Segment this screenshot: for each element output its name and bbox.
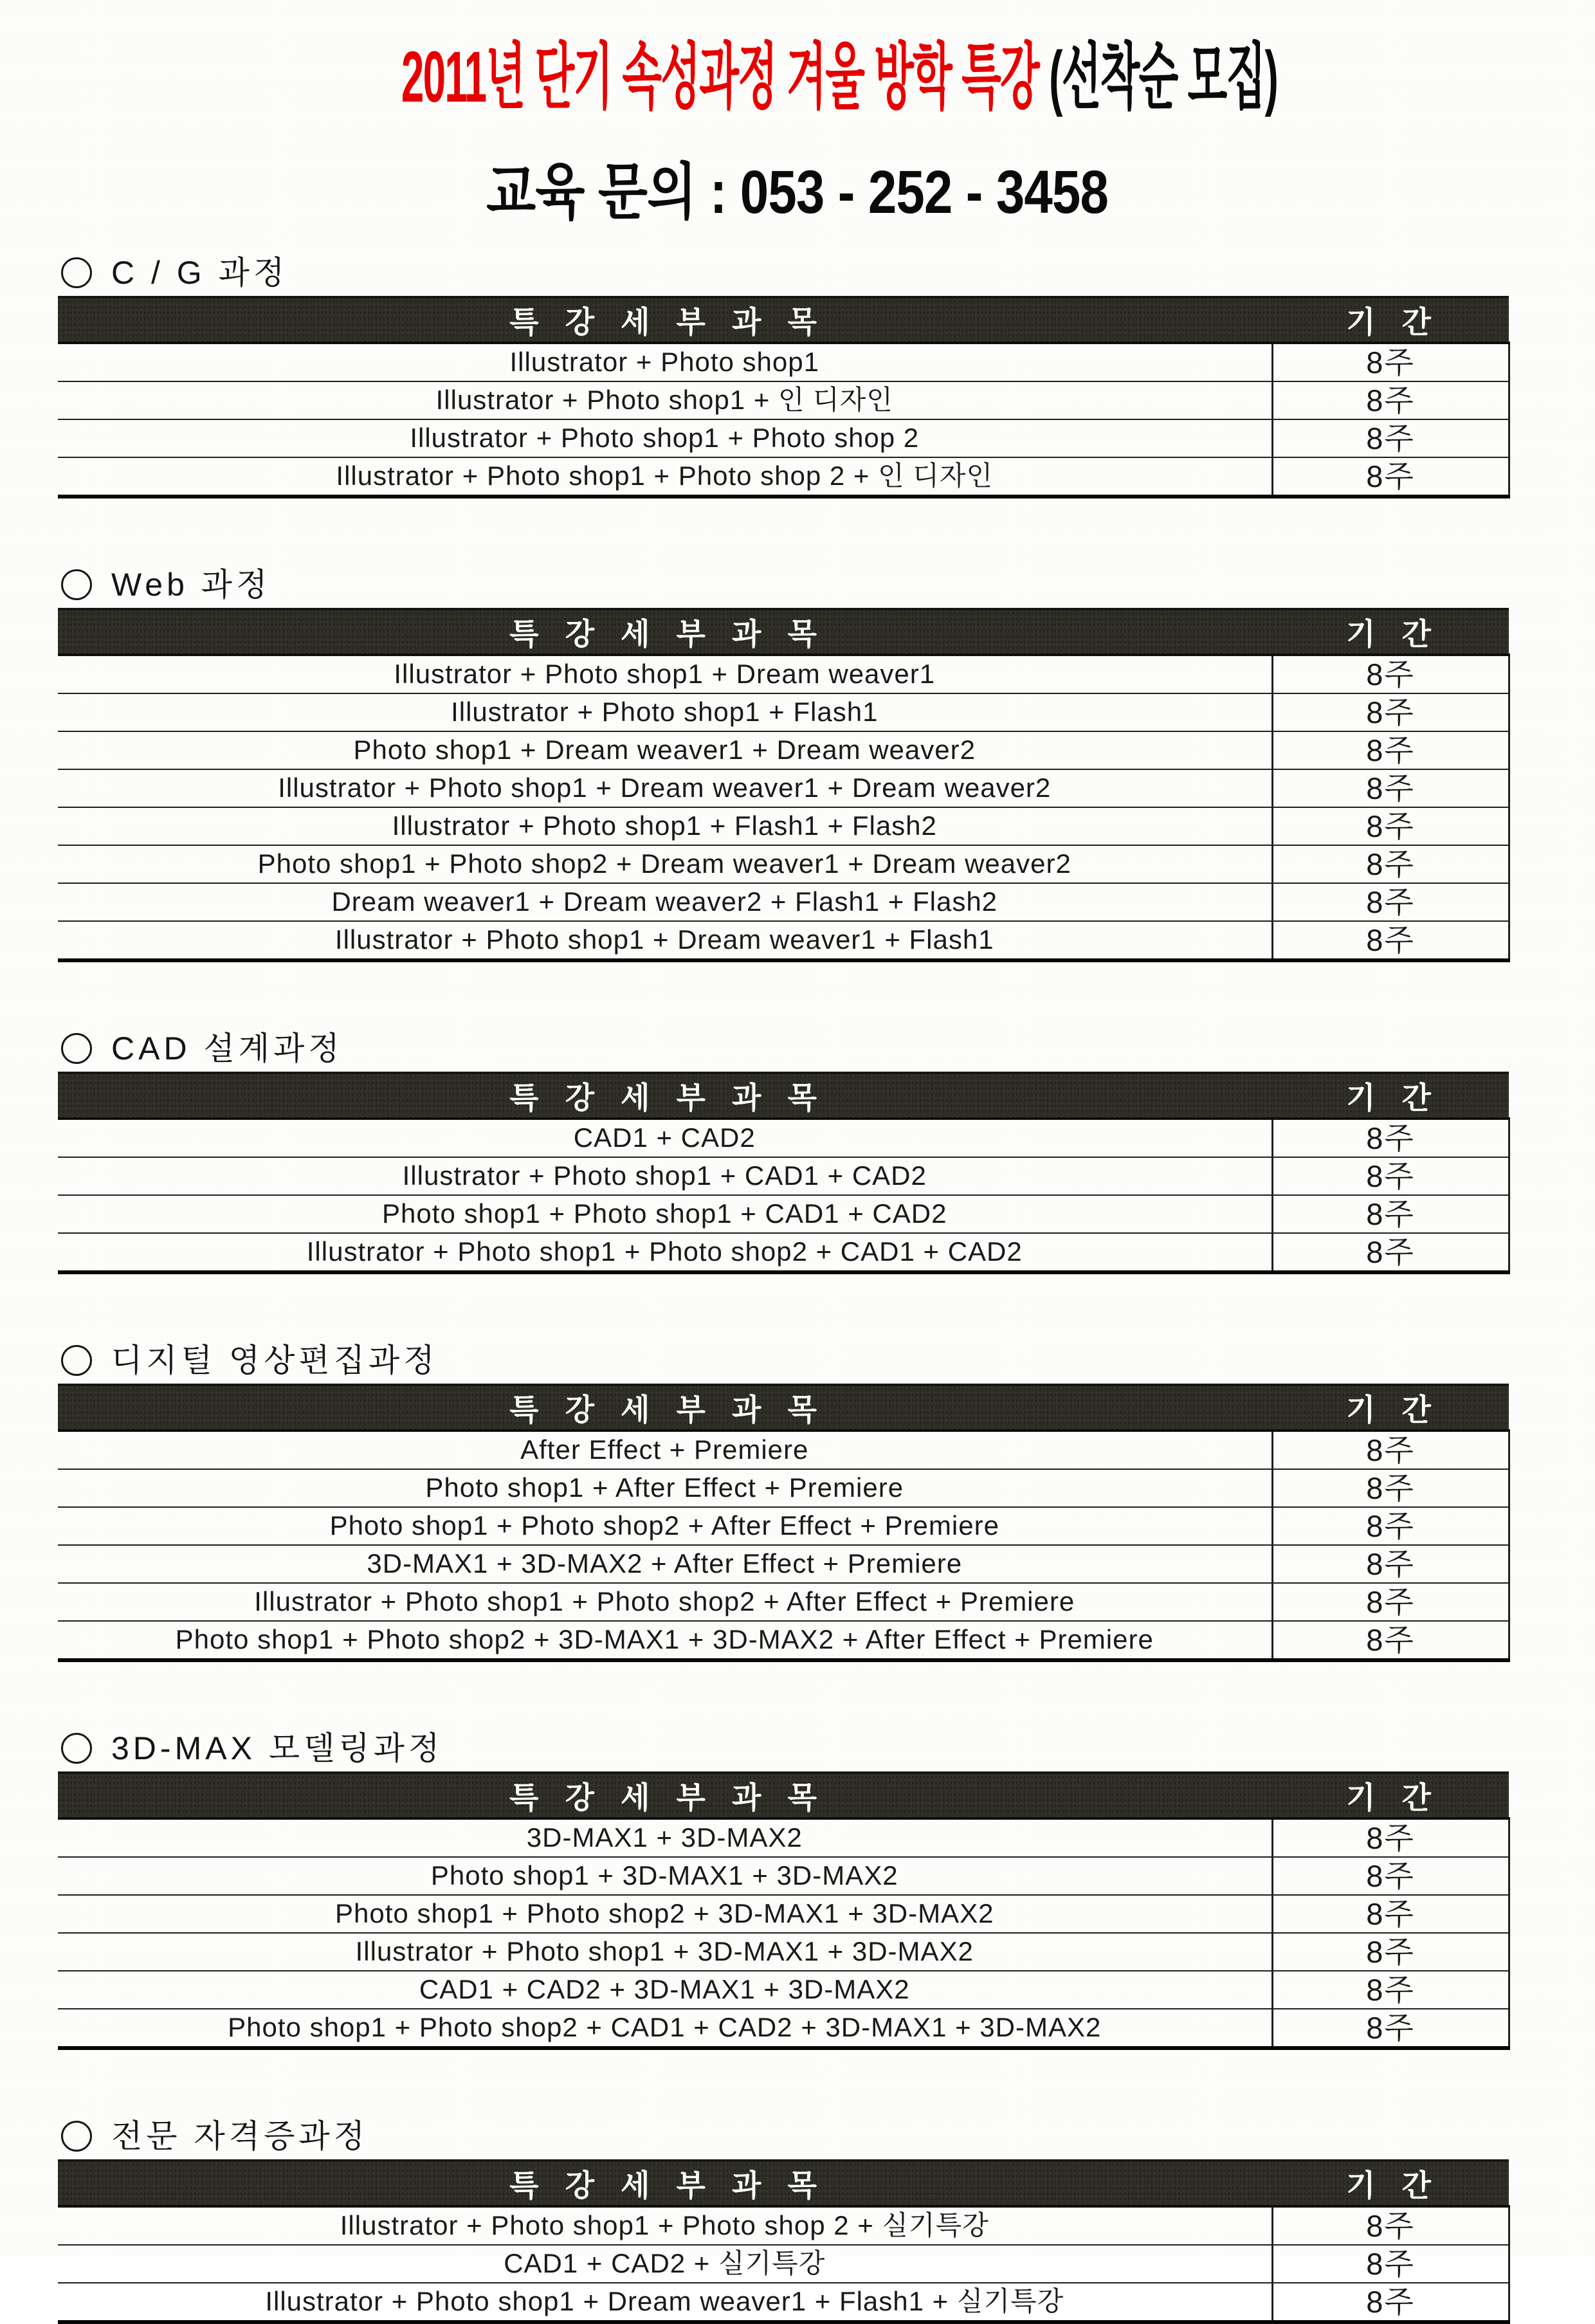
section-label: C / G 과정 [111, 254, 289, 291]
course-subject-cell: Illustrator + Photo shop1 + Flash1 [58, 693, 1272, 731]
course-row [58, 2245, 1509, 2283]
page-title-parenthetical: (선착순 모집) [1049, 37, 1278, 117]
course-duration-cell: 8주 [1272, 1507, 1509, 1545]
course-row [58, 2009, 1509, 2048]
course-row [58, 1233, 1509, 1272]
circle-bullet-icon [61, 2121, 92, 2152]
course-row [58, 343, 1509, 381]
course-subject-cell: Illustrator + Photo shop1 + Dream weaver1 [58, 655, 1272, 693]
course-row [58, 1857, 1509, 1895]
course-duration-cell: 8주 [1272, 2283, 1509, 2322]
course-table [58, 1771, 1510, 2050]
course-duration-cell: 8주 [1272, 1583, 1509, 1621]
course-subject-cell: 3D-MAX1 + 3D-MAX2 + After Effect + Premiere [58, 1545, 1272, 1583]
course-table [58, 608, 1510, 962]
course-row [58, 1119, 1509, 1157]
course-table [58, 1384, 1510, 1662]
course-subject-cell: CAD1 + CAD2 [58, 1119, 1272, 1157]
course-duration-cell: 8주 [1272, 381, 1509, 419]
sections-root [0, 255, 1595, 2324]
section-title [61, 1031, 1595, 1066]
column-header-duration: 기 간 [1272, 1773, 1509, 1818]
course-subject-cell: Illustrator + Photo shop1 + Flash1 + Flash2 [58, 807, 1272, 845]
course-row [58, 1507, 1509, 1545]
course-subject-cell: Illustrator + Photo shop1 + Photo shop2 + CAD1 + CAD2 [58, 1233, 1272, 1272]
course-row [58, 1971, 1509, 2009]
course-row [58, 1933, 1509, 1971]
page-title-text [401, 33, 1277, 122]
course-subject-cell: Illustrator + Photo shop1 [58, 343, 1272, 381]
course-row [58, 883, 1509, 921]
circle-bullet-icon [61, 1033, 92, 1064]
course-subject-cell: Photo shop1 + 3D-MAX1 + 3D-MAX2 [58, 1857, 1272, 1895]
course-row [58, 769, 1509, 807]
course-row [58, 807, 1509, 845]
course-duration-cell: 8주 [1272, 883, 1509, 921]
table-header-row [58, 2161, 1509, 2206]
course-subject-cell: Photo shop1 + Photo shop2 + Dream weaver1 + Dream weaver2 [58, 845, 1272, 883]
column-header-subject: 특 강 세 부 과 목 [58, 1773, 1272, 1818]
course-row [58, 1157, 1509, 1195]
course-table [58, 296, 1510, 499]
section-label: CAD 설계과정 [111, 1030, 343, 1066]
course-section [0, 567, 1595, 962]
course-section [0, 2119, 1595, 2324]
course-row [58, 655, 1509, 693]
course-subject-cell: CAD1 + CAD2 + 3D-MAX1 + 3D-MAX2 [58, 1971, 1272, 2009]
course-subject-cell: Photo shop1 + Photo shop2 + 3D-MAX1 + 3D-MAX2 + After Effect + Premiere [58, 1621, 1272, 1660]
course-subject-cell: Photo shop1 + Photo shop2 + After Effect + Premiere [58, 1507, 1272, 1545]
course-subject-cell: Illustrator + Photo shop1 + Dream weaver1 + Dream weaver2 [58, 769, 1272, 807]
course-row [58, 1195, 1509, 1233]
course-row [58, 1431, 1509, 1469]
course-row [58, 1895, 1509, 1933]
course-row [58, 1545, 1509, 1583]
course-subject-cell: Illustrator + Photo shop1 + 3D-MAX1 + 3D-MAX2 [58, 1933, 1272, 1971]
circle-bullet-icon [61, 1345, 92, 1376]
course-row [58, 381, 1509, 419]
course-section [0, 1731, 1595, 2050]
course-duration-cell: 8주 [1272, 1469, 1509, 1507]
column-header-subject: 특 강 세 부 과 목 [58, 2161, 1272, 2206]
course-subject-cell: Dream weaver1 + Dream weaver2 + Flash1 + Flash2 [58, 883, 1272, 921]
column-header-duration: 기 간 [1272, 1073, 1509, 1119]
section-title [61, 2119, 1595, 2154]
table-header-row [58, 297, 1509, 343]
table-header-row [58, 1073, 1509, 1119]
circle-bullet-icon [61, 1733, 92, 1764]
table-header-row [58, 1773, 1509, 1818]
column-header-subject: 특 강 세 부 과 목 [58, 297, 1272, 343]
course-duration-cell: 8주 [1272, 457, 1509, 497]
course-subject-cell: Illustrator + Photo shop1 + Photo shop 2 + 인 디자인 [58, 457, 1272, 497]
contact-line [0, 143, 1595, 231]
course-duration-cell: 8주 [1272, 807, 1509, 845]
course-duration-cell: 8주 [1272, 731, 1509, 769]
course-row [58, 457, 1509, 497]
section-title [61, 255, 1595, 291]
course-subject-cell: Photo shop1 + Photo shop2 + CAD1 + CAD2 + 3D-MAX1 + 3D-MAX2 [58, 2009, 1272, 2048]
course-row [58, 1583, 1509, 1621]
course-duration-cell: 8주 [1272, 1545, 1509, 1583]
course-duration-cell: 8주 [1272, 1233, 1509, 1272]
course-row [58, 2283, 1509, 2322]
contact-text: 교육 문의 : 053 - 252 - 3458 [486, 158, 1109, 226]
course-row [58, 731, 1509, 769]
course-table [58, 2159, 1510, 2324]
course-subject-cell: Photo shop1 + Photo shop2 + 3D-MAX1 + 3D-MAX2 [58, 1895, 1272, 1933]
column-header-subject: 특 강 세 부 과 목 [58, 1385, 1272, 1431]
section-label: Web 과정 [111, 566, 271, 603]
course-subject-cell: Photo shop1 + Photo shop1 + CAD1 + CAD2 [58, 1195, 1272, 1233]
course-duration-cell: 8주 [1272, 2206, 1509, 2245]
course-subject-cell: Illustrator + Photo shop1 + Photo shop 2 + 실기특강 [58, 2206, 1272, 2245]
course-duration-cell: 8주 [1272, 1895, 1509, 1933]
course-duration-cell: 8주 [1272, 1621, 1509, 1660]
course-duration-cell: 8주 [1272, 1818, 1509, 1857]
course-duration-cell: 8주 [1272, 419, 1509, 457]
course-subject-cell: After Effect + Premiere [58, 1431, 1272, 1469]
course-subject-cell: CAD1 + CAD2 + 실기특강 [58, 2245, 1272, 2283]
column-header-duration: 기 간 [1272, 1385, 1509, 1431]
course-row [58, 1818, 1509, 1857]
course-duration-cell: 8주 [1272, 343, 1509, 381]
circle-bullet-icon [61, 569, 92, 600]
course-subject-cell: Photo shop1 + After Effect + Premiere [58, 1469, 1272, 1507]
section-title [61, 1343, 1595, 1378]
course-row [58, 921, 1509, 960]
course-row [58, 1469, 1509, 1507]
course-duration-cell: 8주 [1272, 1195, 1509, 1233]
course-subject-cell: Illustrator + Photo shop1 + Photo shop2 + After Effect + Premiere [58, 1583, 1272, 1621]
course-duration-cell: 8주 [1272, 2245, 1509, 2283]
course-duration-cell: 8주 [1272, 2009, 1509, 2048]
circle-bullet-icon [61, 257, 92, 288]
course-duration-cell: 8주 [1272, 921, 1509, 960]
course-row [58, 693, 1509, 731]
column-header-duration: 기 간 [1272, 609, 1509, 655]
column-header-duration: 기 간 [1272, 2161, 1509, 2206]
course-subject-cell: 3D-MAX1 + 3D-MAX2 [58, 1818, 1272, 1857]
course-subject-cell: Illustrator + Photo shop1 + Dream weaver1 + Flash1 [58, 921, 1272, 960]
section-title [61, 567, 1595, 603]
course-duration-cell: 8주 [1272, 1119, 1509, 1157]
table-header-row [58, 1385, 1509, 1431]
course-subject-cell: Photo shop1 + Dream weaver1 + Dream weaver2 [58, 731, 1272, 769]
course-duration-cell: 8주 [1272, 655, 1509, 693]
section-label: 디지털 영상편집과정 [111, 1342, 439, 1378]
course-row [58, 419, 1509, 457]
section-label: 전문 자격증과정 [111, 2118, 369, 2154]
course-duration-cell: 8주 [1272, 1857, 1509, 1895]
column-header-duration: 기 간 [1272, 297, 1509, 343]
course-section [0, 255, 1595, 499]
course-row [58, 2206, 1509, 2245]
column-header-subject: 특 강 세 부 과 목 [58, 609, 1272, 655]
course-subject-cell: Illustrator + Photo shop1 + CAD1 + CAD2 [58, 1157, 1272, 1195]
course-duration-cell: 8주 [1272, 1971, 1509, 2009]
course-row [58, 845, 1509, 883]
course-duration-cell: 8주 [1272, 693, 1509, 731]
table-header-row [58, 609, 1509, 655]
course-table [58, 1072, 1510, 1274]
course-subject-cell: Illustrator + Photo shop1 + Dream weaver1 + Flash1 + 실기특강 [58, 2283, 1272, 2322]
column-header-subject: 특 강 세 부 과 목 [58, 1073, 1272, 1119]
page-title-main: 2011년 단기 속성과정 겨울 방학 특강 [401, 37, 1050, 117]
course-duration-cell: 8주 [1272, 845, 1509, 883]
course-duration-cell: 8주 [1272, 1157, 1509, 1195]
course-section [0, 1343, 1595, 1662]
course-duration-cell: 8주 [1272, 769, 1509, 807]
course-subject-cell: Illustrator + Photo shop1 + 인 디자인 [58, 381, 1272, 419]
course-duration-cell: 8주 [1272, 1933, 1509, 1971]
course-subject-cell: Illustrator + Photo shop1 + Photo shop 2 [58, 419, 1272, 457]
course-duration-cell: 8주 [1272, 1431, 1509, 1469]
section-label: 3D-MAX 모델링과정 [111, 1730, 444, 1766]
section-title [61, 1731, 1595, 1766]
course-row [58, 1621, 1509, 1660]
course-section [0, 1031, 1595, 1274]
page-title [0, 0, 1595, 122]
